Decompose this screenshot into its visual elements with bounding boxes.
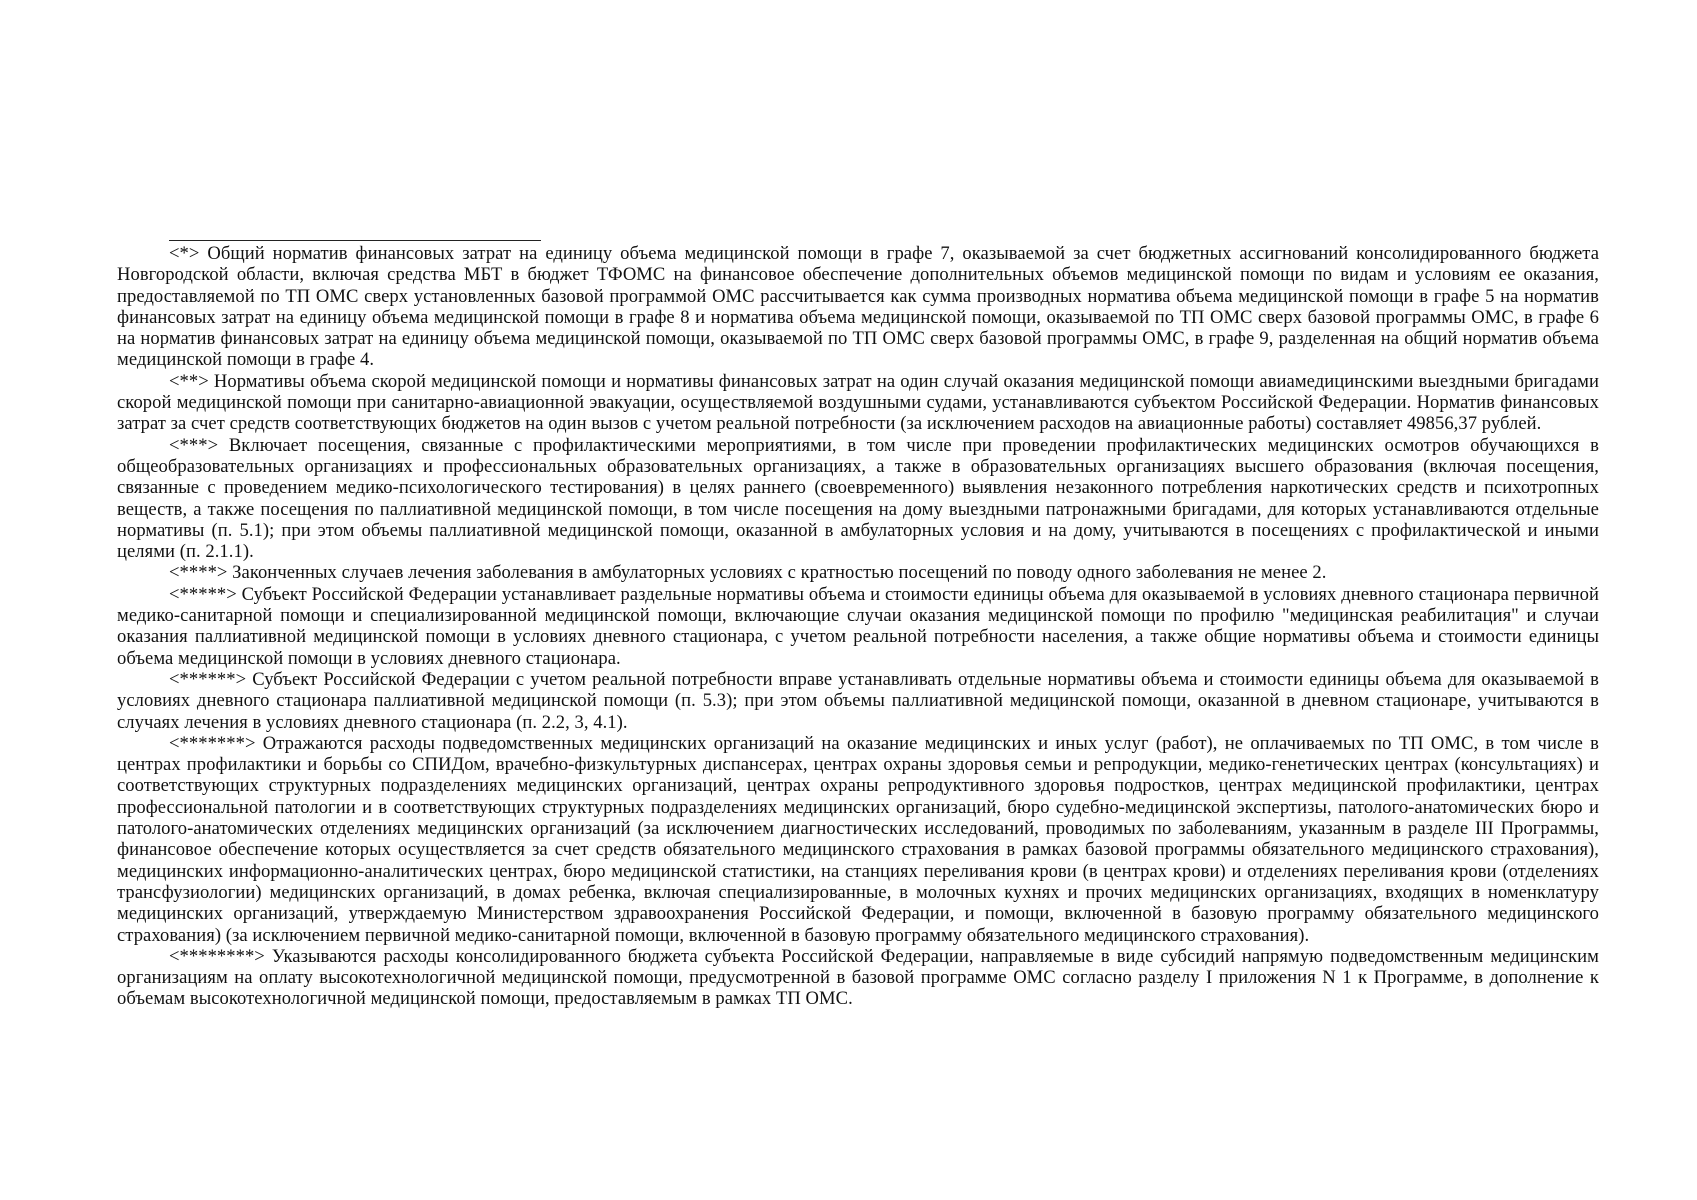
footnotes-section: [117, 240, 1599, 1010]
footnote-2: <**> Нормативы объема скорой медицинской помощи и нормативы финансовых затрат на один случай оказания медицинской помощи авиамедицинскими выездными бригадами скорой медицинской помощи при санитарно-авиационной эвакуации, осуществляемой воздушными судами, устанавливаются субъектом Российской Федерации. Норматив финансовых затрат за счет средств соответствующих бюджетов на один вызов с учетом реальной потребности (за исключением расходов на авиационные работы) составляет 49856,37 рублей.: [117, 370, 1599, 435]
footnote-1: <*> Общий норматив финансовых затрат на единицу объема медицинской помощи в графе 7, оказываемой за счет бюджетных ассигнований консолидированного бюджета Новгородской области, включая средства МБТ в бюджет ТФОМС на финансовое обеспечение дополнительных объемов медицинской помощи по видам и условиям ее оказания, предоставляемой по ТП ОМС сверх установленных базовой программой ОМС рассчитывается как сумма производных норматива объема медицинской помощи в графе 5 на норматив финансовых затрат на единицу объема медицинской помощи в графе 8 и норматива объема медицинской помощи, оказываемой по ТП ОМС сверх базовой программы ОМС, в графе 6 на норматив финансовых затрат на единицу объема медицинской помощи, оказываемой по ТП ОМС сверх базовой программы ОМС, в графе 9, разделенная на общий норматив объема медицинской помощи в графе 4.: [117, 243, 1599, 371]
footnote-separator: [169, 240, 541, 241]
footnote-3: <***> Включает посещения, связанные с профилактическими мероприятиями, в том числе при проведении профилактических медицинских осмотров обучающихся в общеобразовательных организациях и профессиональных образовательных организациях, а также в образовательных организациях высшего образования (включая посещения, связанные с проведением медико-психологического тестирования) в целях раннего (своевременного) выявления незаконного потребления наркотических средств и психотропных веществ, а также посещения по паллиативной медицинской помощи, в том числе посещения на дому выездными патронажными бригадами, для которых устанавливаются отдельные нормативы (п. 5.1); при этом объемы паллиативной медицинской помощи, оказанной в амбулаторных условия и на дому, учитываются в посещениях с профилактической и иными целями (п. 2.1.1).: [117, 434, 1599, 563]
footnote-8: <********> Указываются расходы консолидированного бюджета субъекта Российской Федерации, направляемые в виде субсидий напрямую подведомственным медицинским организациям на оплату высокотехнологичной медицинской помощи, предусмотренной в базовой программе ОМС согласно разделу I приложения N 1 к Программе, в дополнение к объемам высокотехнологичной медицинской помощи, предоставляемым в рамках ТП ОМС.: [117, 945, 1599, 1010]
footnote-6: <******> Субъект Российской Федерации с учетом реальной потребности вправе устанавливать отдельные нормативы объема и стоимости единицы объема для оказываемой в условиях дневного стационара паллиативной медицинской помощи (п. 5.3); при этом объемы паллиативной медицинской помощи, оказанной в дневном стационаре, учитываются в случаях лечения в условиях дневного стационара (п. 2.2, 3, 4.1).: [117, 668, 1599, 733]
footnote-7: <*******> Отражаются расходы подведомственных медицинских организаций на оказание медицинских и иных услуг (работ), не оплачиваемых по ТП ОМС, в том числе в центрах профилактики и борьбы со СПИДом, врачебно-физкультурных диспансерах, центрах охраны здоровья семьи и репродукции, медико-генетических центрах (консультациях) и соответствующих структурных подразделениях медицинских организаций, центрах охраны репродуктивного здоровья подростков, центрах медицинской профилактики, центрах профессиональной патологии и в соответствующих структурных подразделениях медицинских организаций, бюро судебно-медицинской экспертизы, патолого-анатомических бюро и патолого-анатомических отделениях медицинских организаций (за исключением диагностических исследований, проводимых по заболеваниям, указанным в разделе III Программы, финансовое обеспечение которых осуществляется за счет средств обязательного медицинского страхования в рамках базовой программы обязательного медицинского страхования), медицинских информационно-аналитических центрах, бюро медицинской статистики, на станциях переливания крови (в центрах крови) и отделениях переливания крови (отделениях трансфузиологии) медицинских организаций, в домах ребенка, включая специализированные, в молочных кухнях и прочих медицинских организациях, входящих в номенклатуру медицинских организаций, утверждаемую Министерством здравоохранения Российской Федерации, и помощи, включенной в базовую программу обязательного медицинского страхования) (за исключением первичной медико-санитарной помощи, включенной в базовую программу обязательного медицинского страхования).: [117, 732, 1599, 946]
footnote-4: <****> Законченных случаев лечения заболевания в амбулаторных условиях с кратностью посещений по поводу одного заболевания не менее 2.: [169, 562, 1327, 584]
footnote-5: <*****> Субъект Российской Федерации устанавливает раздельные нормативы объема и стоимости единицы объема для оказываемой в условиях дневного стационара первичной медико-санитарной помощи и специализированной медицинской помощи, включающие случаи оказания медицинской помощи по профилю "медицинская реабилитация" и случаи оказания паллиативной медицинской помощи в условиях дневного стационара, с учетом реальной потребности населения, а также общие нормативы объема и стоимости единицы объема медицинской помощи в условиях дневного стационара.: [117, 583, 1599, 669]
